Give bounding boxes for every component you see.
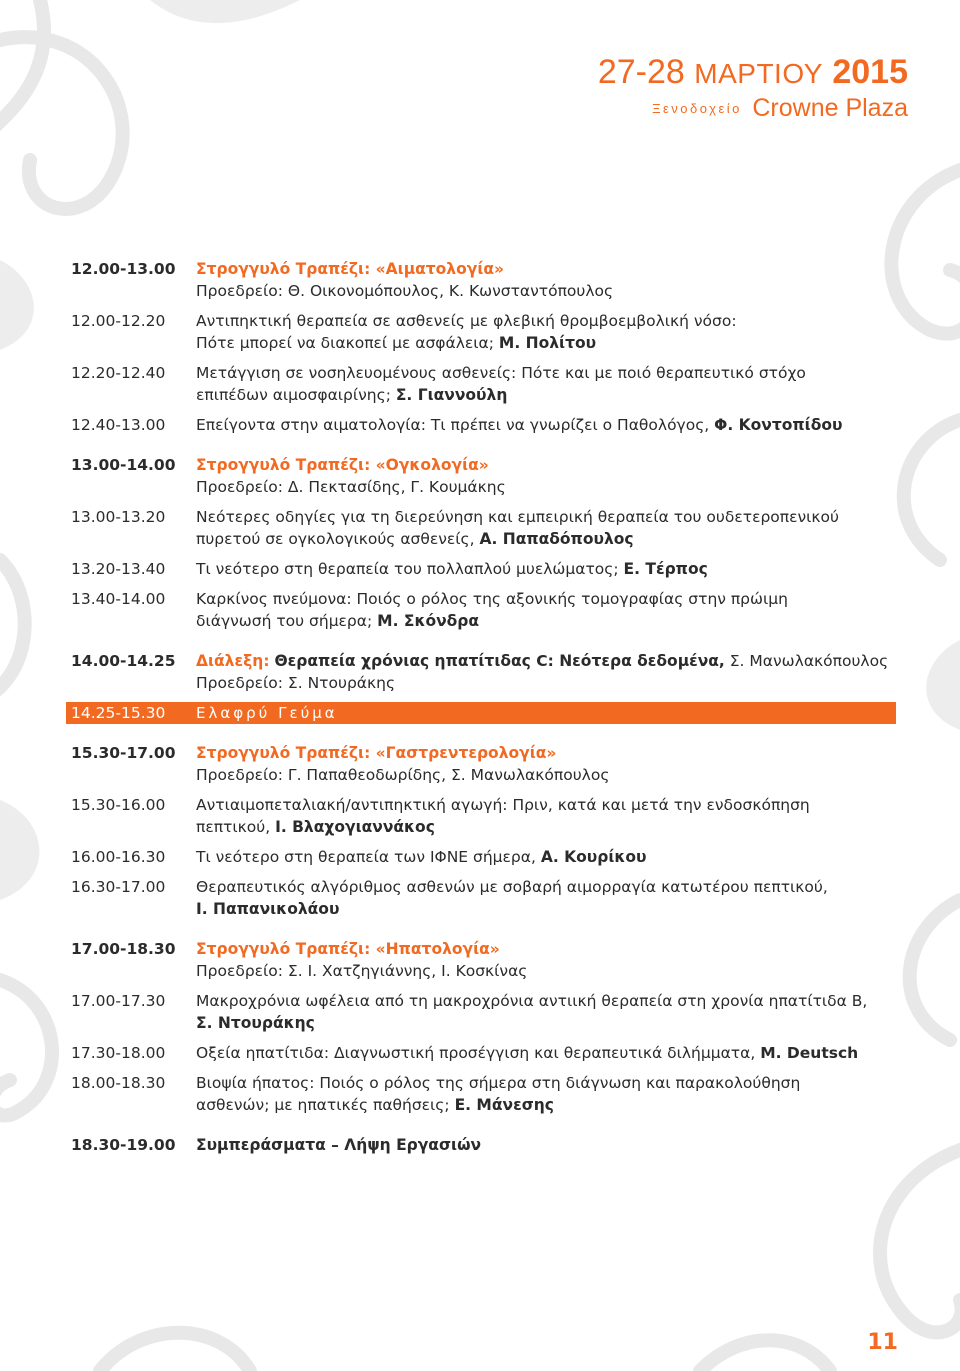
talk-row	[66, 794, 896, 838]
talk-row	[66, 506, 896, 550]
talk-title: Τι νεότερο στη θεραπεία του πολλαπλού μυελώματος;	[196, 560, 624, 578]
program-schedule	[66, 258, 896, 1156]
time-slot: 17.00-17.30	[71, 992, 166, 1010]
talk-row	[66, 1042, 896, 1064]
event-dates	[598, 52, 908, 94]
event-header	[598, 52, 908, 123]
talk-title-cont: επιπέδων αιμοσφαιρίνης;	[196, 386, 396, 404]
lecture-row	[66, 650, 896, 694]
time-slot: 13.40-14.00	[71, 590, 166, 608]
time-slot: 12.00-13.00	[71, 260, 176, 278]
time-slot: 14.25-15.30	[71, 704, 166, 722]
closing-row	[66, 1134, 896, 1156]
talk-row	[66, 362, 896, 406]
time-slot: 17.30-18.00	[71, 1044, 166, 1062]
time-slot: 12.40-13.00	[71, 416, 166, 434]
session-title: Στρογγυλό Τραπέζι: «Ογκολογία»	[196, 456, 489, 474]
venue-name: Crowne Plaza	[752, 94, 908, 122]
speaker-name: M. Deutsch	[760, 1044, 859, 1062]
month-text: ΜΑΡΤΙΟΥ	[694, 58, 823, 89]
talk-row	[66, 310, 896, 354]
talk-title-cont: ασθενών; με ηπατικές παθήσεις;	[196, 1096, 455, 1114]
speaker-name: Ι. Παπανικολάου	[196, 900, 340, 918]
time-slot: 13.00-13.20	[71, 508, 166, 526]
page-number: 11	[867, 1330, 898, 1355]
speaker-name: Α. Παπαδόπουλος	[479, 530, 634, 548]
talk-title: Αντιαιμοπεταλιακή/αντιπηκτική αγωγή: Πριν, κατά και μετά την ενδοσκόπηση	[196, 796, 810, 814]
talk-title: Οξεία ηπατίτιδα: Διαγνωστική προσέγγιση και θεραπευτικά διλήμματα,	[196, 1044, 761, 1062]
speaker-name: Σ. Ντουράκης	[196, 1014, 315, 1032]
session-chairs: Προεδρείο: Γ. Παπαθεοδωρίδης, Σ. Μανωλακόπουλος	[196, 766, 610, 784]
session-row	[66, 454, 896, 498]
session-title: Στρογγυλό Τραπέζι: «Γαστρεντερολογία»	[196, 744, 557, 762]
session-row	[66, 742, 896, 786]
speaker-name: Ε. Τέρπος	[623, 560, 708, 578]
talk-row	[66, 990, 896, 1034]
talk-row	[66, 1072, 896, 1116]
lecture-speaker: Σ. Μανωλακόπουλος	[729, 652, 889, 670]
lunch-break-bar	[66, 702, 896, 724]
talk-title: Θεραπευτικός αλγόριθμος ασθενών με σοβαρή αιμορραγία κατωτέρου πεπτικού,	[196, 878, 828, 896]
session-row	[66, 938, 896, 982]
event-venue	[598, 94, 908, 123]
talk-title-cont: διάγνωσή του σήμερα;	[196, 612, 378, 630]
talk-row	[66, 558, 896, 580]
talk-row	[66, 876, 896, 920]
speaker-name: Σ. Γιαννούλη	[395, 386, 508, 404]
talk-title-cont: Πότε μπορεί να διακοπεί με ασφάλεια;	[196, 334, 499, 352]
talk-title: Αντιπηκτική θεραπεία σε ασθενείς με φλεβική θρομβοεμβολική νόσο:	[196, 312, 737, 330]
time-slot: 18.30-19.00	[71, 1136, 176, 1154]
talk-row	[66, 414, 896, 436]
session-row	[66, 258, 896, 302]
speaker-name: Φ. Κοντοπίδου	[714, 416, 843, 434]
session-chairs: Προεδρείο: Θ. Οικονομόπουλος, Κ. Κωνσταντόπουλος	[196, 282, 614, 300]
time-slot: 13.00-14.00	[71, 456, 176, 474]
talk-title: Νεότερες οδηγίες για τη διερεύνηση και εμπειρική θεραπεία του ουδετεροπενικού	[196, 508, 839, 526]
talk-row	[66, 846, 896, 868]
speaker-name: Μ. Πολίτου	[498, 334, 597, 352]
dates-text: 27-28	[597, 53, 685, 91]
talk-title: Μετάγγιση σε νοσηλευομένους ασθενείς: Πότε και με ποιό θεραπευτικό στόχο	[196, 364, 806, 382]
session-chairs: Προεδρείο: Σ. Ντουράκης	[196, 674, 396, 692]
break-label: Ελαφρύ Γεύμα	[196, 704, 338, 722]
time-slot: 15.30-16.00	[71, 796, 166, 814]
session-title: Στρογγυλό Τραπέζι: «Αιματολογία»	[196, 260, 505, 278]
time-slot: 18.00-18.30	[71, 1074, 166, 1092]
time-slot: 17.00-18.30	[71, 940, 176, 958]
session-chairs: Προεδρείο: Δ. Πεκτασίδης, Γ. Κουμάκης	[196, 478, 506, 496]
time-slot: 16.00-16.30	[71, 848, 166, 866]
time-slot: 16.30-17.00	[71, 878, 166, 896]
venue-label: Ξενοδοχείο	[652, 101, 742, 116]
talk-title: Βιοψία ήπατος: Ποιός ο ρόλος της σήμερα στη διάγνωση και παρακολούθηση	[196, 1074, 801, 1092]
speaker-name: Μ. Σκόνδρα	[377, 612, 480, 630]
lecture-title: Θεραπεία χρόνιας ηπατίτιδας C: Νεότερα δεδομένα,	[274, 652, 725, 670]
time-slot: 14.00-14.25	[71, 652, 176, 670]
talk-title: Μακροχρόνια ωφέλεια από τη μακροχρόνια αντιική θεραπεία στη χρονία ηπατίτιδα Β,	[196, 992, 868, 1010]
time-slot: 13.20-13.40	[71, 560, 166, 578]
time-slot: 15.30-17.00	[71, 744, 176, 762]
talk-title: Καρκίνος πνεύμονα: Ποιός ο ρόλος της αξονικής τομογραφίας στην πρώιμη	[196, 590, 788, 608]
closing-label: Συμπεράσματα – Λήψη Εργασιών	[196, 1136, 482, 1154]
lecture-label: Διάλεξη:	[196, 652, 270, 670]
session-title: Στρογγυλό Τραπέζι: «Ηπατολογία»	[196, 940, 500, 958]
talk-title: Τι νεότερο στη θεραπεία των ΙΦΝΕ σήμερα,	[196, 848, 541, 866]
talk-row	[66, 588, 896, 632]
talk-title-cont: πυρετού σε ογκολογικούς ασθενείς,	[196, 530, 480, 548]
session-chairs: Προεδρείο: Σ. Ι. Χατζηγιάννης, Ι. Κοσκίνας	[196, 962, 528, 980]
talk-title: Επείγοντα στην αιματολογία: Τι πρέπει να γνωρίζει ο Παθολόγος,	[196, 416, 715, 434]
speaker-name: Ε. Μάνεσης	[454, 1096, 554, 1114]
time-slot: 12.00-12.20	[71, 312, 166, 330]
speaker-name: Α. Κουρίκου	[540, 848, 647, 866]
talk-title-cont: πεπτικού,	[196, 818, 276, 836]
year-text: 2015	[832, 53, 908, 91]
time-slot: 12.20-12.40	[71, 364, 166, 382]
speaker-name: Ι. Βλαχογιαννάκος	[275, 818, 435, 836]
